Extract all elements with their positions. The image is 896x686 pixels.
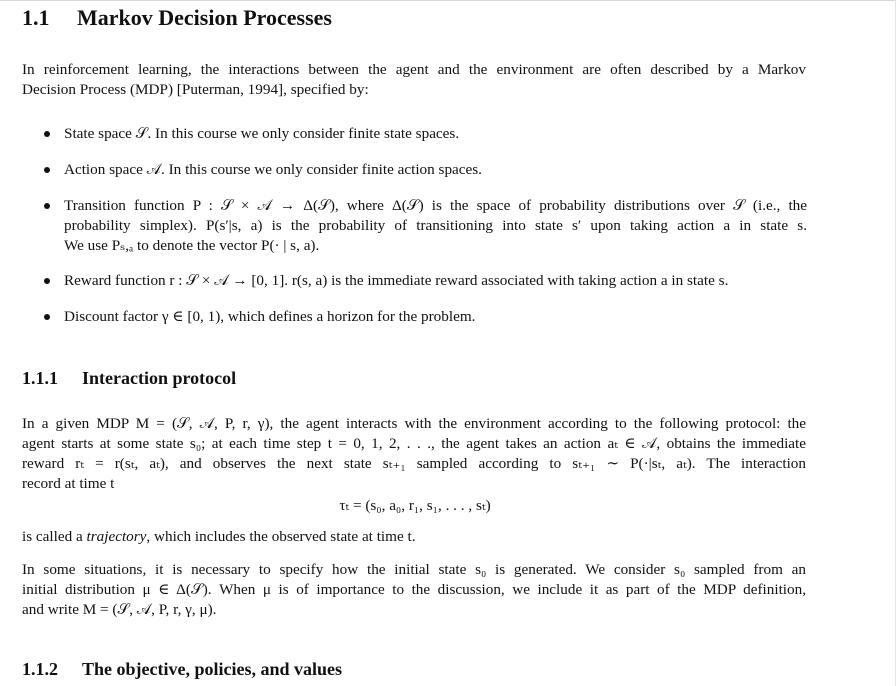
- section-title: Markov Decision Processes: [77, 5, 332, 30]
- subsection-number: 1.1.2: [22, 659, 58, 679]
- list-item-reward-function: [47, 271, 807, 291]
- protocol-line: reward rₜ = r(sₜ, aₜ), and observes the next state sₜ₊₁ sampled according to sₜ₊₁ ∼ P(·|sₜ, aₜ). The interaction: [22, 455, 806, 472]
- trajectory-suffix: , which includes the observed state at time t.: [146, 528, 416, 545]
- bullet-icon: [44, 278, 50, 284]
- subsection-title: The objective, policies, and values: [82, 659, 342, 679]
- bullet-icon: [44, 203, 50, 209]
- intro-line: Decision Process (MDP) [Puterman, 1994], specified by:: [22, 81, 369, 98]
- trajectory-equation: τₜ = (s₀, a₀, r₁, s₁, . . . , sₜ): [339, 497, 491, 514]
- initial-state-line: and write M = (𝒮, 𝒜, P, r, γ, μ).: [22, 601, 217, 618]
- bullet-icon: [44, 131, 50, 137]
- trajectory-paragraph: [22, 527, 806, 547]
- subsection-heading-interaction-protocol: [22, 368, 236, 389]
- list-item-action-space: [47, 160, 807, 180]
- protocol-line: agent starts at some state s₀; at each time step t = 0, 1, 2, . . ., the agent takes an action aₜ ∈ 𝒜, obtains the immediate: [22, 435, 806, 452]
- initial-state-line: initial distribution μ ∈ Δ(𝒮). When μ is of importance to the discussion, we include it as part of the MDP definition,: [22, 581, 806, 598]
- list-item-discount-factor: [47, 307, 807, 327]
- trajectory-prefix: is called a: [22, 528, 87, 545]
- intro-line: In reinforcement learning, the interactions between the agent and the environment are often described by a Markov: [22, 61, 806, 78]
- section-number: 1.1: [22, 5, 50, 30]
- list-item-text: probability simplex). P(s′|s, a) is the probability of transitioning into state s′ upon taking action a in state s.: [64, 217, 807, 234]
- subsection-number: 1.1.1: [22, 368, 58, 388]
- intro-paragraph: [22, 60, 806, 100]
- protocol-paragraph: [22, 414, 806, 494]
- page-top-edge: [0, 0, 896, 1]
- initial-state-line: In some situations, it is necessary to specify how the initial state s₀ is generated. We consider s₀ sampled from an: [22, 561, 806, 578]
- protocol-line: In a given MDP M = (𝒮, 𝒜, P, r, γ), the agent interacts with the environment according to the following protocol: the: [22, 415, 806, 432]
- list-item-text: Transition function P : 𝒮 × 𝒜 → Δ(𝒮), where Δ(𝒮) is the space of probability distributions over 𝒮 (i.e., the: [64, 197, 807, 214]
- list-item-text: Reward function r : 𝒮 × 𝒜 → [0, 1]. r(s, a) is the immediate reward associated with taking action a in state s.: [64, 272, 729, 289]
- bullet-icon: [44, 167, 50, 173]
- trajectory-line: [22, 527, 806, 547]
- list-item-transition-function: [47, 196, 807, 256]
- list-item-text: Action space 𝒜. In this course we only consider finite action spaces.: [64, 161, 482, 178]
- list-item-text: Discount factor γ ∈ [0, 1), which defines a horizon for the problem.: [64, 308, 476, 325]
- initial-state-paragraph: [22, 560, 806, 620]
- list-item-text: We use Pₛ,ₐ to denote the vector P(· | s, a).: [64, 237, 320, 254]
- list-item-text: State space 𝒮. In this course we only consider finite state spaces.: [64, 125, 460, 142]
- subsection-title: Interaction protocol: [82, 368, 237, 388]
- list-item-state-space: [47, 124, 807, 144]
- protocol-line: record at time t: [22, 475, 115, 492]
- bullet-icon: [44, 314, 50, 320]
- section-heading: [22, 5, 332, 31]
- trajectory-term: trajectory: [86, 528, 147, 545]
- subsection-heading-objective: [22, 659, 342, 680]
